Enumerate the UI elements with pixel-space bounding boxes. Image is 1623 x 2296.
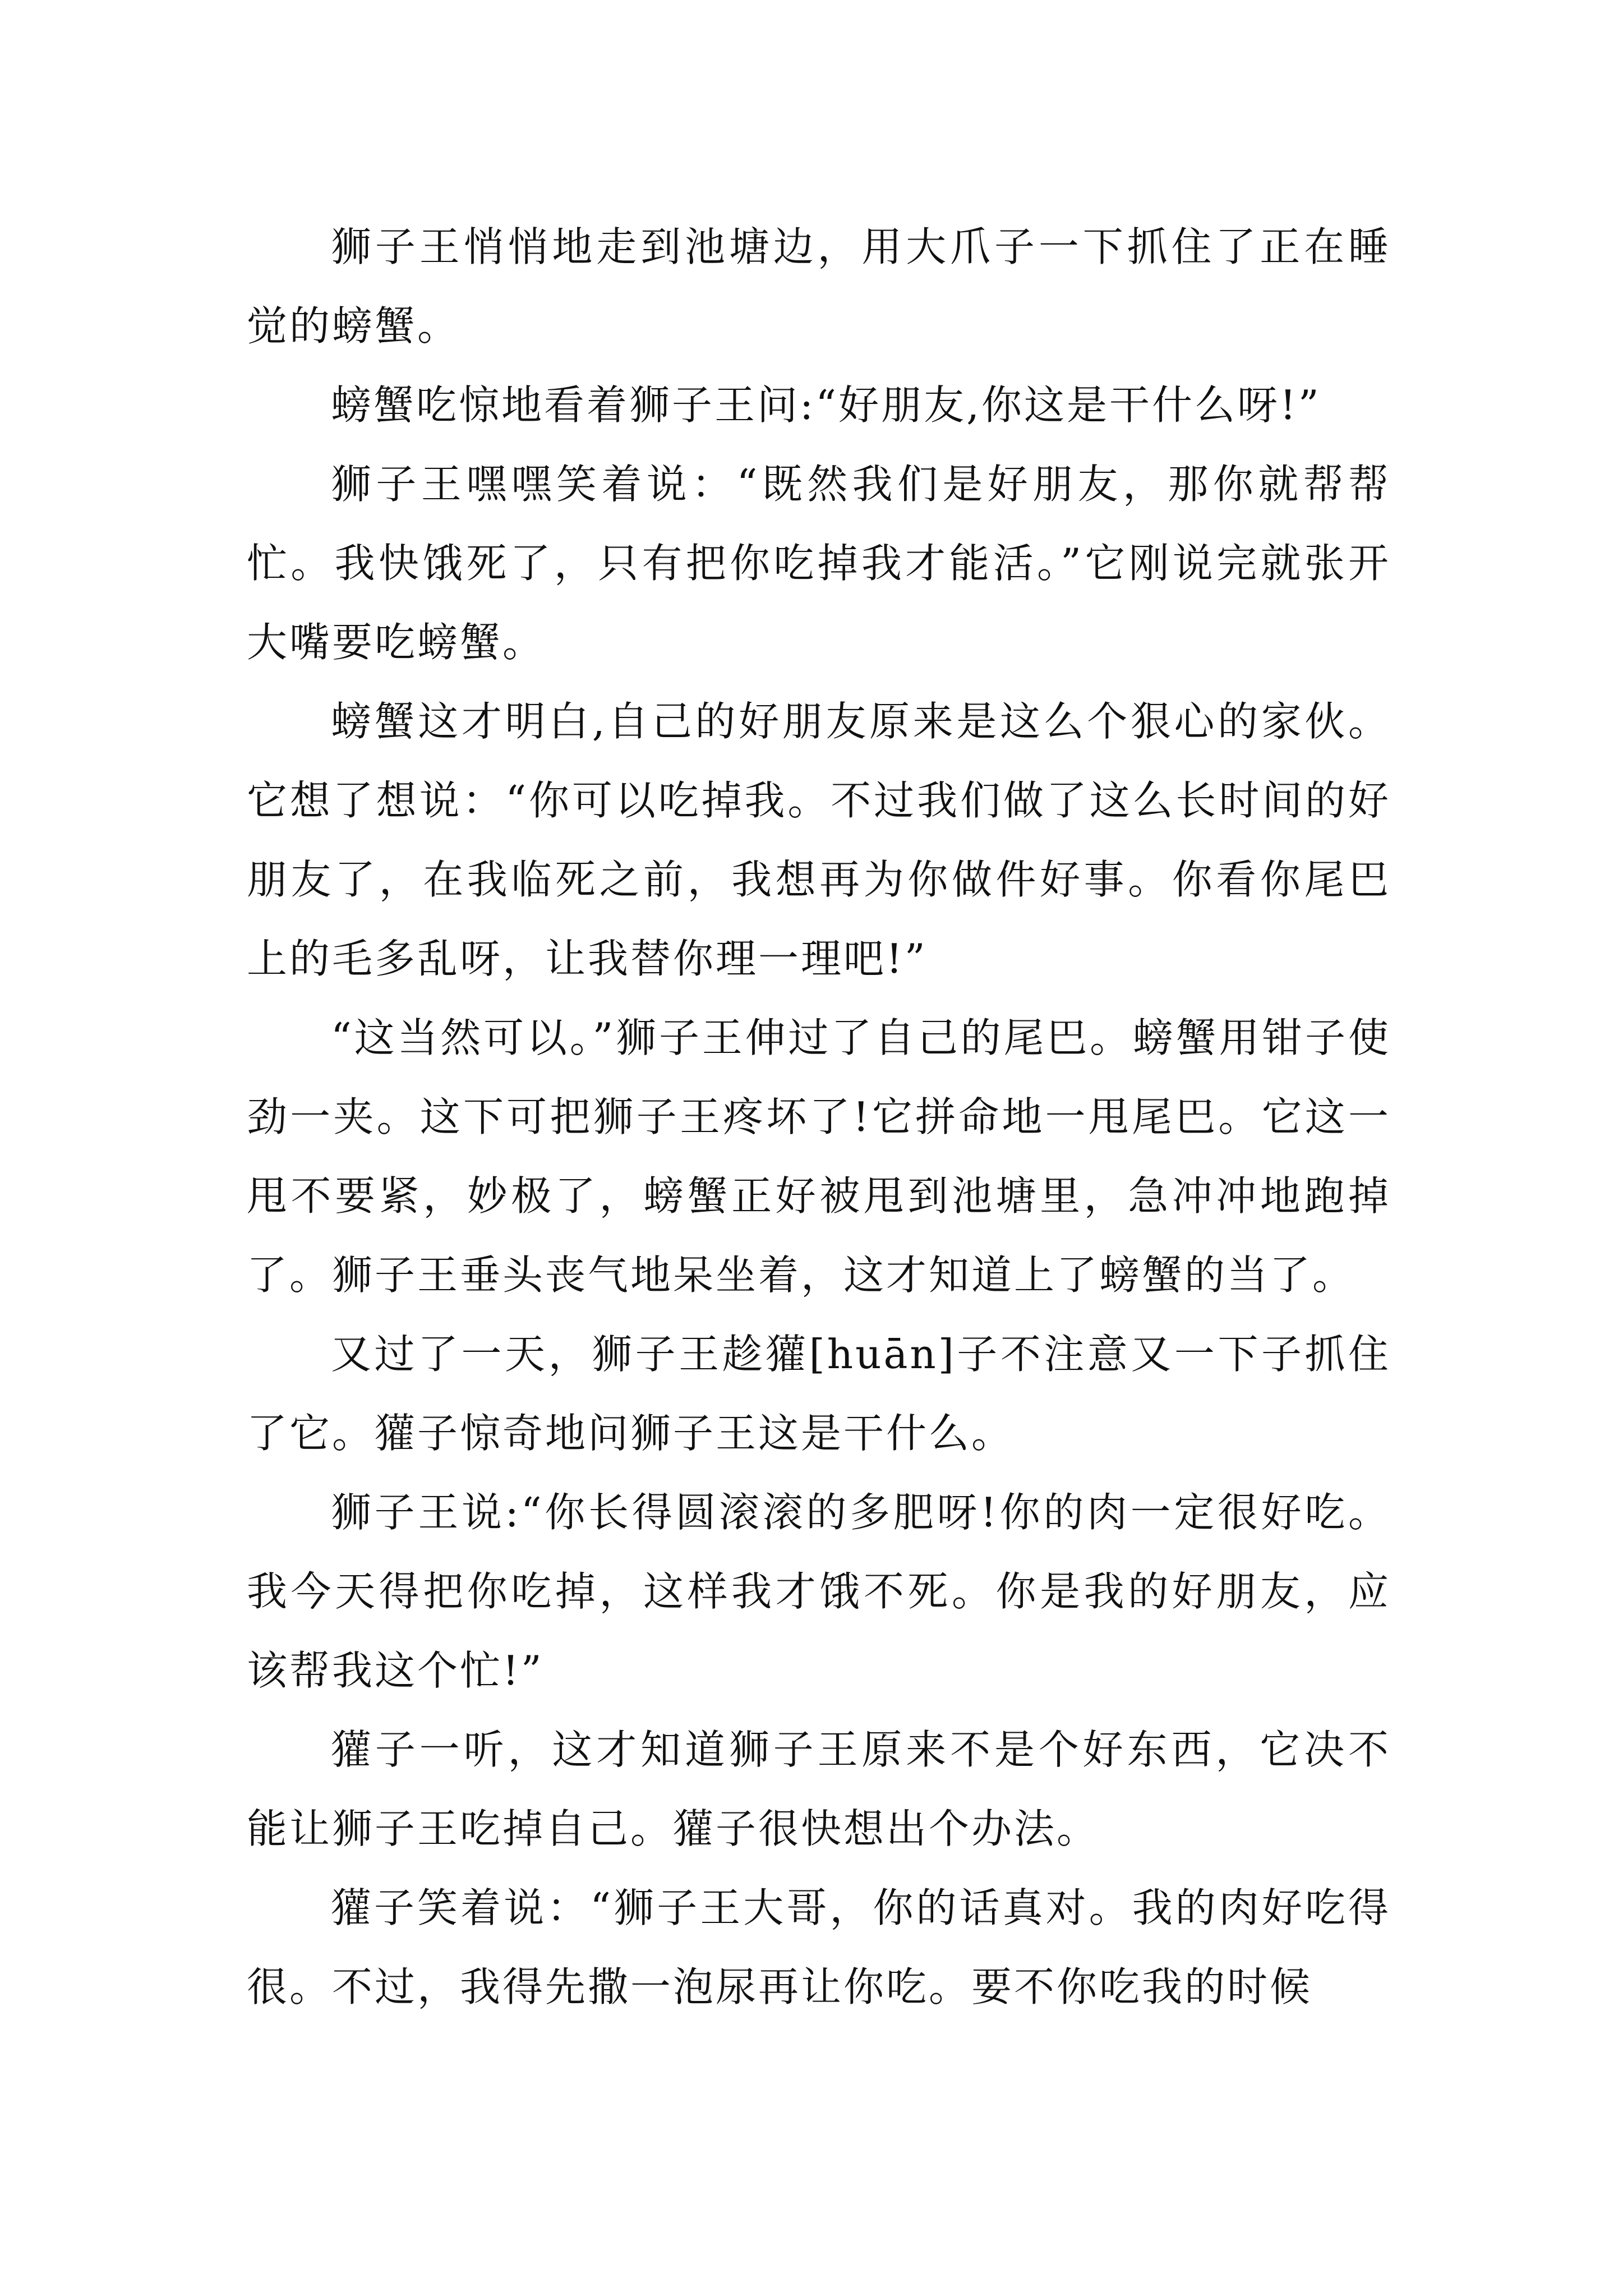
paragraph-5: “这当然可以。”狮子王伸过了自己的尾巴。螃蟹用钳子使劲一夹。这下可把狮子王疼坏了!它拼命地一甩尾巴。它这一甩不要紧，妙极了，螃蟹正好被甩到池塘里，急冲冲地跑掉了。狮子王垂头丧气地呆坐着，这才知道上了螃蟹的当了。 xyxy=(247,1014,1391,1299)
paragraph-2: 螃蟹吃惊地看着狮子王问:“好朋友,你这是干什么呀!” xyxy=(331,381,1321,429)
paragraph-6: 又过了一天，狮子王趁獾[huān]子不注意又一下子抓住了它。獾子惊奇地问狮子王这是干什么。 xyxy=(247,1331,1391,1457)
paragraph-3: 狮子王嘿嘿笑着说：“既然我们是好朋友，那你就帮帮忙。我快饿死了，只有把你吃掉我才能活。”它刚说完就张开大嘴要吃螃蟹。 xyxy=(247,461,1391,666)
paragraph-1: 狮子王悄悄地走到池塘边，用大爪子一下抓住了正在睡觉的螃蟹。 xyxy=(247,223,1391,349)
paragraph-4: 螃蟹这才明白,自己的好朋友原来是这么个狠心的家伙。它想了想说：“你可以吃掉我。不过我们做了这么长时间的好朋友了，在我临死之前，我想再为你做件好事。你看你尾巴上的毛多乱呀，让我替你理一理吧!” xyxy=(247,698,1391,982)
paragraph-8: 獾子一听，这才知道狮子王原来不是个好东西，它决不能让狮子王吃掉自己。獾子很快想出个办法。 xyxy=(247,1726,1391,1852)
story-text xyxy=(247,208,1391,2027)
paragraph-9: 獾子笑着说：“狮子王大哥，你的话真对。我的肉好吃得很。不过，我得先撒一泡尿再让你吃。要不你吃我的时候 xyxy=(247,1884,1391,2010)
paragraph-7: 狮子王说:“你长得圆滚滚的多肥呀!你的肉一定很好吃。我今天得把你吃掉，这样我才饿不死。你是我的好朋友，应该帮我这个忙!” xyxy=(247,1489,1391,1694)
